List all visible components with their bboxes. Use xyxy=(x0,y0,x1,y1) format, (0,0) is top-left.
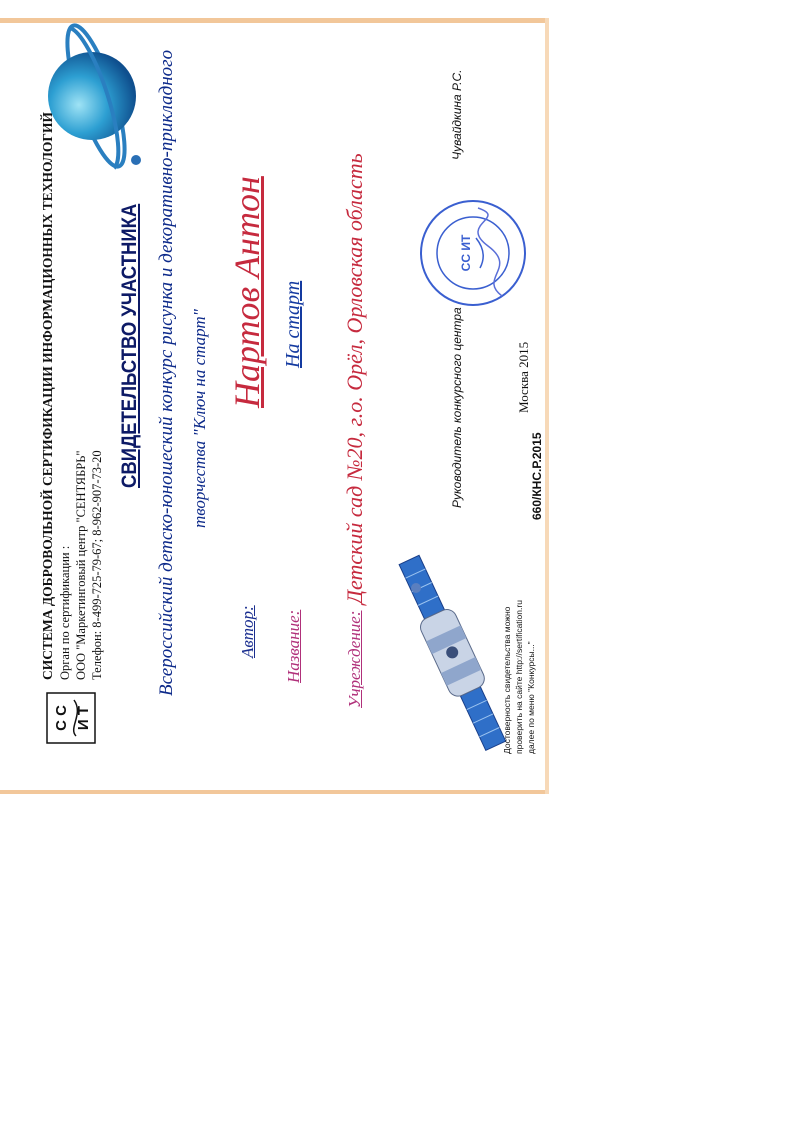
work-title-label: Название: xyxy=(284,609,303,683)
certification-body-label: Орган по сертификации : xyxy=(58,545,72,680)
author-name: Нартов Антон xyxy=(227,176,267,408)
contest-line-1: Всероссийский детско-юношеский конкурс рисунка и декоративно-прикладного xyxy=(156,49,177,696)
contest-line-2: творчества "Ключ на старт" xyxy=(190,309,209,528)
verify-note-line-2: проверить на сайте http://sertification.ru xyxy=(514,600,524,754)
signature-label: Руководитель конкурсного центра xyxy=(450,307,464,508)
stamp-center-text: СС ИТ xyxy=(459,234,473,272)
official-stamp-icon xyxy=(418,198,528,308)
certification-body-name: ООО "Маркетинговый центр "СЕНТЯБРЬ" xyxy=(74,450,88,680)
phone-line: Телефон: 8-499-725-79-67; 8-962-907-73-20 xyxy=(90,450,104,680)
ssit-logo-icon xyxy=(46,692,96,744)
satellite-icon xyxy=(398,548,518,758)
planet-icon xyxy=(26,18,156,178)
certificate-sheet xyxy=(8,12,548,788)
city-year: Москва 2015 xyxy=(516,341,531,413)
signatory-name: Чувайдкина Р.С. xyxy=(450,69,464,160)
org-title: СИСТЕМА ДОБРОВОЛЬНОЙ СЕРТИФИКАЦИИ ИНФОРМАЦИОННЫХ ТЕХНОЛОГИЙ xyxy=(40,112,55,680)
frame-bottom-stripe xyxy=(0,790,548,794)
verify-note-line-3: далее по меню "Конкурсы..." xyxy=(526,641,536,754)
verify-note-line-1: Достоверность свидетельства можно xyxy=(502,606,512,754)
certificate-title: СВИДЕТЕЛЬСТВО УЧАСТНИКА xyxy=(118,203,141,488)
author-label: Автор: xyxy=(238,605,257,658)
logo-text-top: С С xyxy=(53,705,70,731)
certificate-number: 660/КНС.Р.2015 xyxy=(530,432,544,520)
logo-text-bottom: И Т xyxy=(75,705,92,731)
work-title: На старт xyxy=(282,280,304,368)
institution-name: Детский сад №20, г.о. Орёл, Орловская область xyxy=(342,153,367,604)
institution-label: Учреждение: xyxy=(345,610,364,708)
